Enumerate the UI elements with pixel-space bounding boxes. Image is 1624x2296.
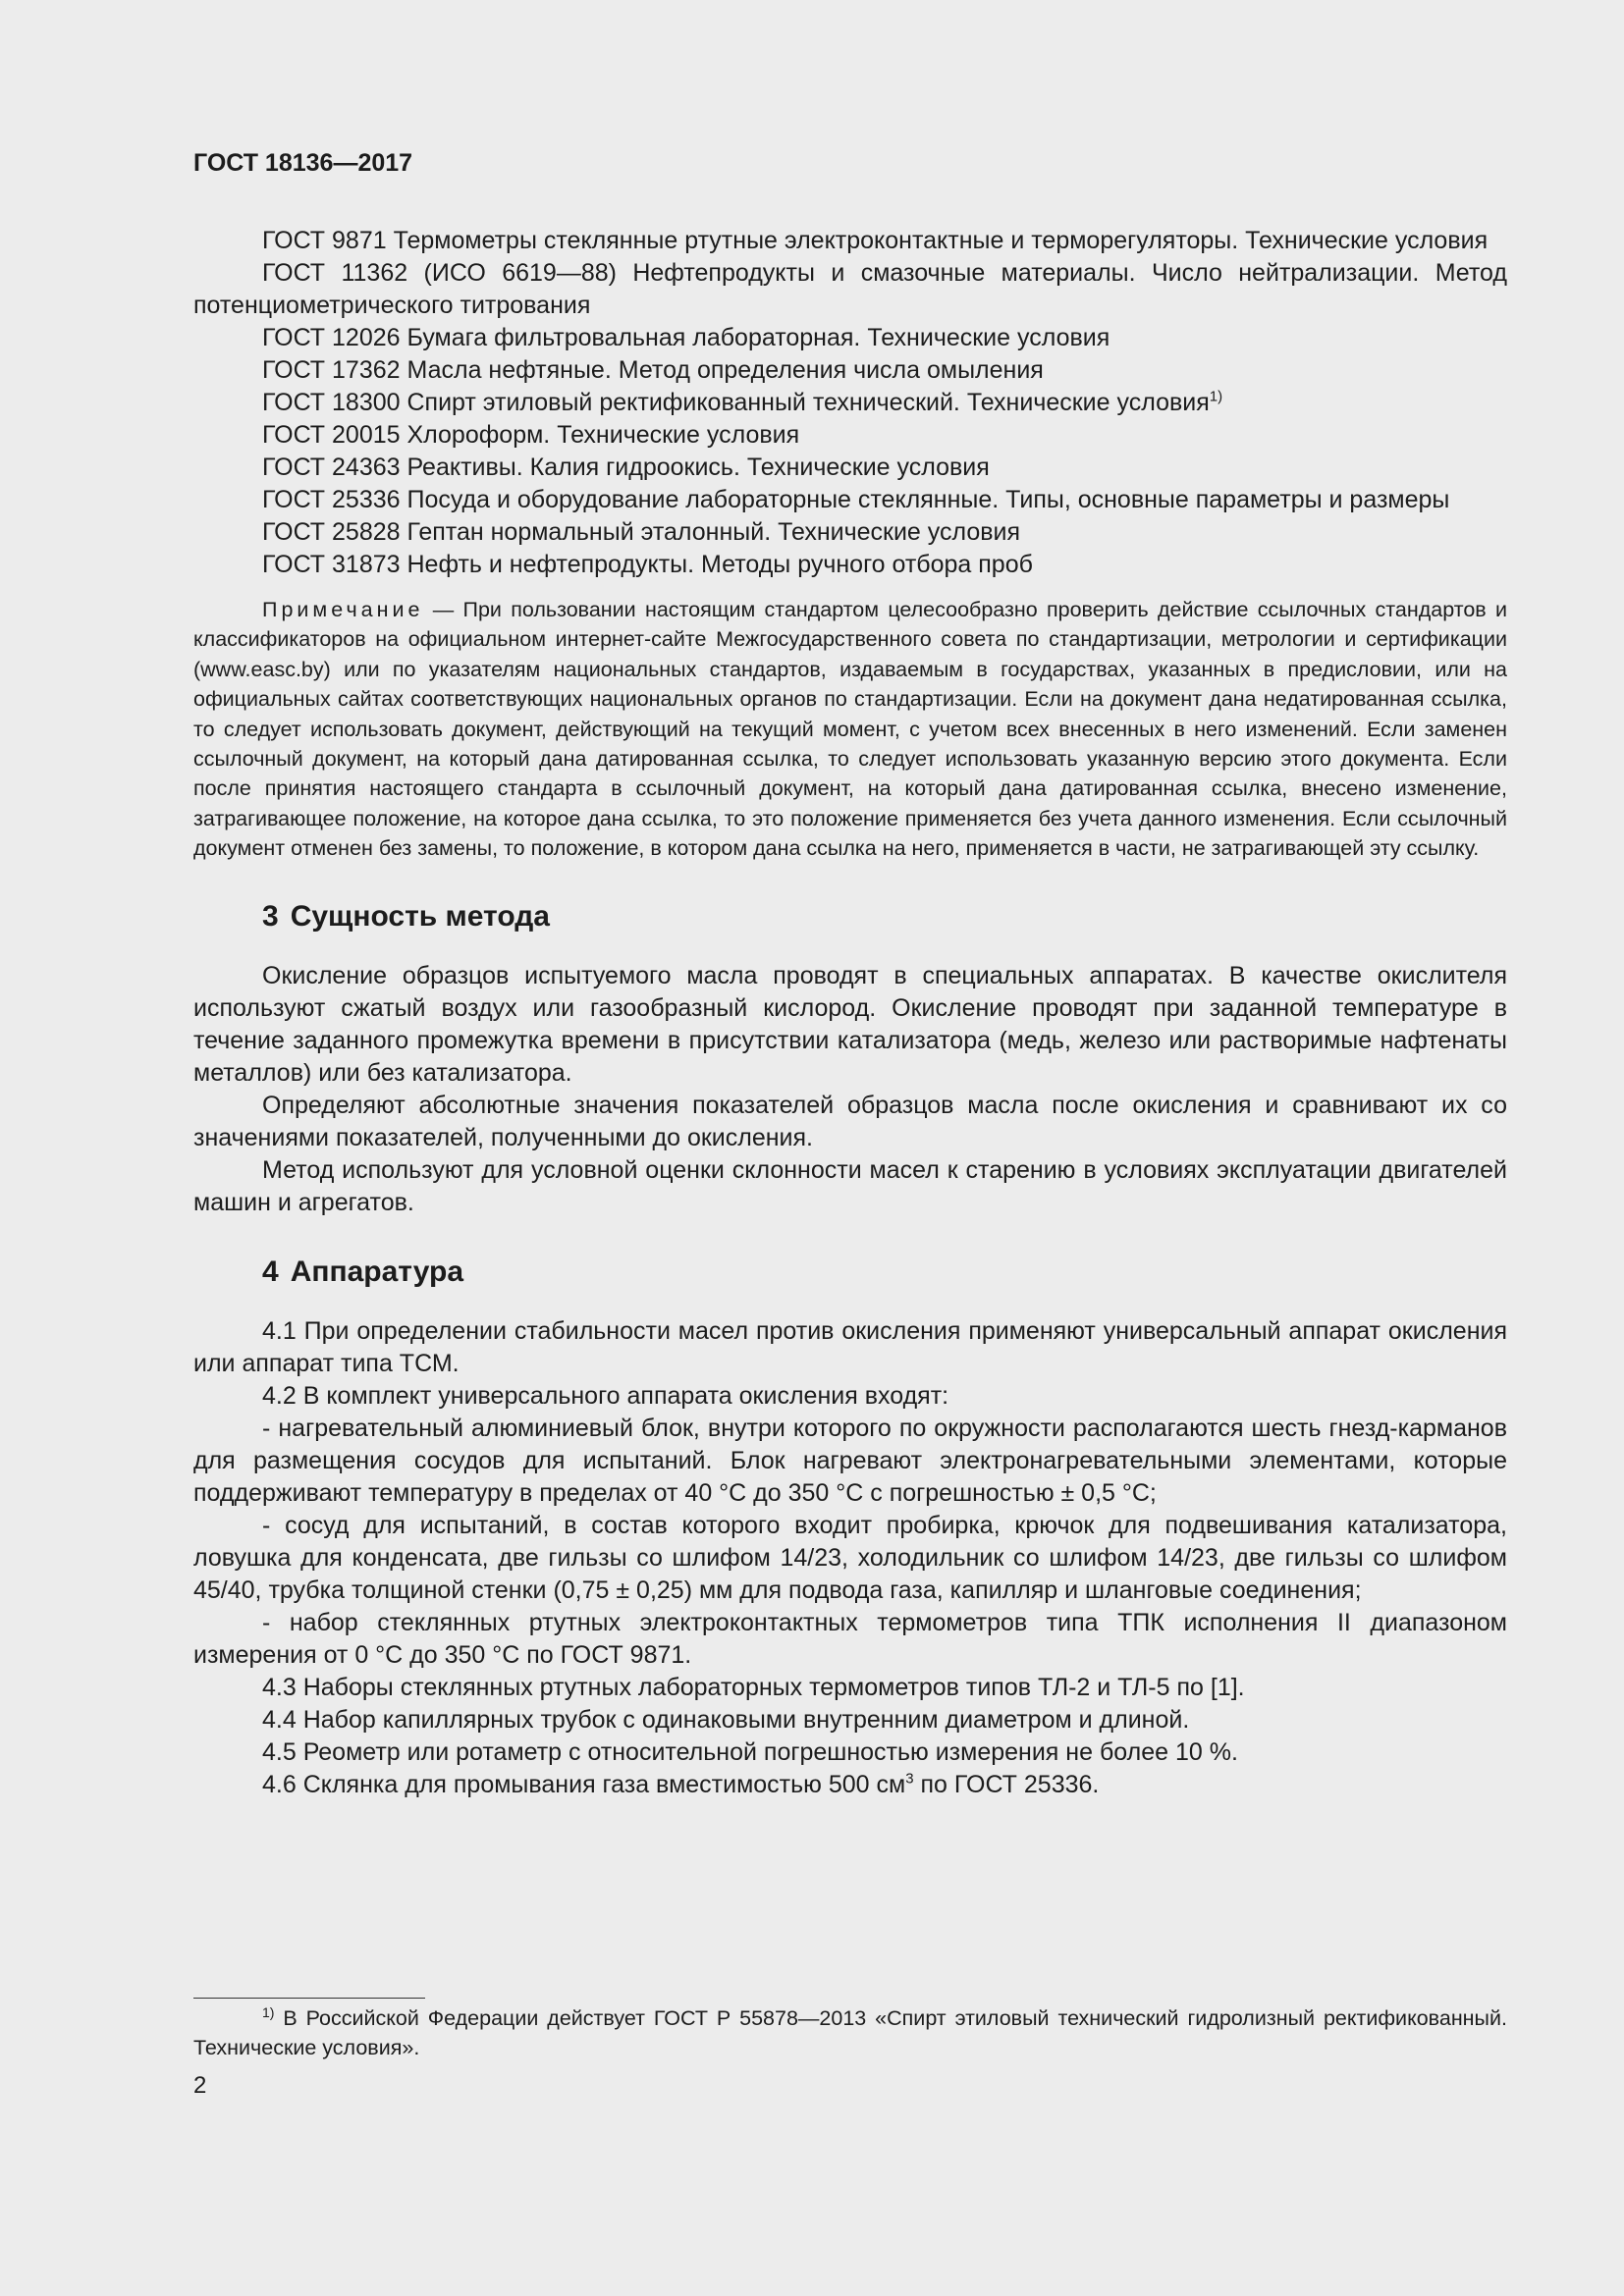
reference-text: ГОСТ 18300 Спирт этиловый ректификованный технический. Технические условия <box>262 389 1210 416</box>
superscript: 3 <box>905 1770 914 1788</box>
paragraph: Окисление образцов испытуемого масла проводят в специальных аппаратах. В качестве окислителя используют сжатый воздух или газообразный кислород. Окисление проводят при заданной температуре в течение заданного промежутка времени в присутствии катализатора (медь, железо или растворимые нафтенаты металлов) или без катализатора. <box>193 961 1507 1087</box>
paragraph-text: 4.6 Склянка для промывания газа вместимостью 500 см <box>262 1770 906 1798</box>
page-content <box>193 225 1507 1801</box>
reference-item: ГОСТ 25336 Посуда и оборудование лабораторные стеклянные. Типы, основные параметры и размеры <box>262 486 1450 513</box>
paragraph: Определяют абсолютные значения показателей образцов масла после окисления и сравнивают их со значениями показателей, полученными до окисления. <box>193 1091 1507 1151</box>
normative-references <box>193 225 1507 581</box>
footnote <box>193 2003 1507 2062</box>
section-title: Сущность метода <box>290 899 550 933</box>
footnote-mark: 1) <box>1209 388 1223 405</box>
note-label: Примечание <box>262 598 424 621</box>
section-title: Аппаратура <box>290 1255 464 1288</box>
footnote-mark: 1) <box>262 2003 275 2020</box>
document-header: ГОСТ 18136—2017 <box>193 149 413 177</box>
note-text: При пользовании настоящим стандартом целесообразно проверить действие ссылочных стандартов и классификаторов на официальном интернет-сайте Межгосударственного совета по стандартизации, метрологии и сертификации (www.easc.by) или по указателям национальных стандартов, издаваемым в государствах, указанных в предисловии, или на официальных сайтах соответствующих национальных органов по стандартизации. Если на документ дана недатированная ссылка, то следует использовать документ, действующий на текущий момент, с учетом всех внесенных в него изменений. Если заменен ссылочный документ, на который дана датированная ссылка, то следует использовать указанную версию этого документа. Если после принятия настоящего стандарта в ссылочный документ, на который дана датированная ссылка, внесено изменение, затрагивающее положение, на которое дана ссылка, то это положение применяется без учета данного изменения. Если ссылочный документ отменен без замены, то положение, в котором дана ссылка на него, применяется в части, не затрагивающей эту ссылку. <box>193 598 1507 861</box>
reference-item: ГОСТ 12026 Бумага фильтровальная лабораторная. Технические условия <box>262 324 1110 351</box>
section-4-heading <box>262 1253 1507 1292</box>
paragraph <box>193 1769 1507 1801</box>
reference-item: ГОСТ 31873 Нефть и нефтепродукты. Методы ручного отбора проб <box>262 551 1033 578</box>
note-dash: — <box>423 598 463 621</box>
footnote-divider <box>193 1998 425 1999</box>
note-block <box>193 595 1507 864</box>
paragraph-text: по ГОСТ 25336. <box>913 1770 1100 1798</box>
reference-item: ГОСТ 9871 Термометры стеклянные ртутные электроконтактные и терморегуляторы. Технические условия <box>262 227 1489 254</box>
reference-item <box>193 387 1507 419</box>
reference-item: ГОСТ 24363 Реактивы. Калия гидроокись. Технические условия <box>262 454 990 481</box>
paragraph: 4.2 В комплект универсального аппарата окисления входят: <box>262 1381 949 1410</box>
section-number: 3 <box>262 899 279 933</box>
page-number: 2 <box>193 2072 207 2099</box>
reference-item: ГОСТ 11362 (ИСО 6619—88) Нефтепродукты и смазочные материалы. Число нейтрализации. Метод потенциометрического титрования <box>193 259 1507 319</box>
paragraph: 4.5 Реометр или ротаметр с относительной погрешностью измерения не более 10 %. <box>262 1737 1238 1766</box>
section-3-heading <box>262 897 1507 936</box>
list-item: - набор стеклянных ртутных электроконтактных термометров типа ТПК исполнения II диапазоном измерения от 0 °С до 350 °С по ГОСТ 9871. <box>193 1608 1507 1669</box>
paragraph: 4.1 При определении стабильности масел против окисления применяют универсальный аппарат окисления или аппарат типа ТСМ. <box>193 1316 1507 1377</box>
list-item: - нагревательный алюминиевый блок, внутри которого по окружности располагаются шесть гнезд-карманов для размещения сосудов для испытаний. Блок нагревают электронагревательными элементами, которые поддерживают температуру в пределах от 40 °С до 350 °С с погрешностью ± 0,5 °С; <box>193 1414 1507 1507</box>
reference-item: ГОСТ 20015 Хлороформ. Технические условия <box>262 421 800 449</box>
paragraph: 4.3 Наборы стеклянных ртутных лабораторных термометров типов ТЛ-2 и ТЛ-5 по [1]. <box>262 1673 1245 1701</box>
paragraph: Метод используют для условной оценки склонности масел к старению в условиях эксплуатации двигателей машин и агрегатов. <box>193 1155 1507 1216</box>
section-number: 4 <box>262 1255 279 1288</box>
reference-item: ГОСТ 17362 Масла нефтяные. Метод определения числа омыления <box>262 356 1044 384</box>
footnote-text: В Российской Федерации действует ГОСТ Р 55878—2013 «Спирт этиловый технический гидролизный ректификованный. Технические условия». <box>193 2006 1507 2059</box>
paragraph: 4.4 Набор капиллярных трубок с одинаковыми внутренним диаметром и длиной. <box>262 1705 1190 1734</box>
reference-item: ГОСТ 25828 Гептан нормальный эталонный. Технические условия <box>262 518 1021 546</box>
list-item: - сосуд для испытаний, в состав которого входит пробирка, крючок для подвешивания катализатора, ловушка для конденсата, две гильзы со шлифом 14/23, холодильник со шлифом 14/23, две гильзы со шлифом 45/40, трубка толщиной стенки (0,75 ± 0,25) мм для подвода газа, капилляр и шланговые соединения; <box>193 1511 1507 1604</box>
